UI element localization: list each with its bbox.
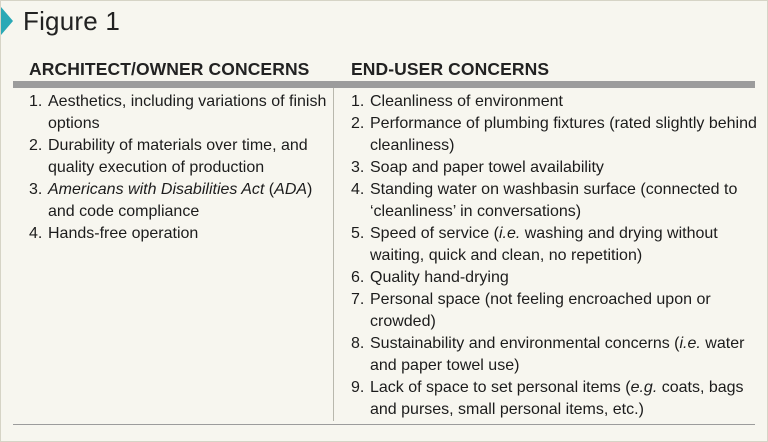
- item-text-italic: Americans with Disabilities Act: [48, 181, 265, 198]
- item-text: coats, bags and purses, small personal items, etc.): [370, 379, 744, 418]
- item-number: 3.: [29, 181, 43, 198]
- right-column-header: END-USER CONCERNS: [351, 59, 550, 79]
- item-text-italic: e.g.: [630, 379, 658, 396]
- item-text: Speed of service (: [370, 225, 499, 242]
- item-text: washing and drying without waiting, quick and clean, no repetition): [370, 225, 718, 264]
- item-text: Hands-free operation: [48, 225, 199, 242]
- list-item: [351, 289, 761, 333]
- column-divider: [333, 88, 334, 421]
- list-item: [351, 377, 761, 421]
- item-text: Cleanliness of environment: [370, 93, 563, 110]
- item-text: Lack of space to set personal items (: [370, 379, 631, 396]
- item-text-italic: i.e.: [679, 335, 701, 352]
- header-rule: [13, 81, 755, 88]
- item-number: 7.: [351, 291, 365, 308]
- list-item: [29, 91, 329, 135]
- item-text-italic: i.e.: [498, 225, 521, 242]
- list-item: [351, 113, 761, 157]
- item-text: Quality hand-drying: [370, 269, 509, 286]
- end-user-concerns-list: [351, 91, 761, 421]
- left-column-header: ARCHITECT/OWNER CONCERNS: [29, 59, 310, 79]
- item-text: Personal space (not feeling encroached upon or crowded): [370, 291, 711, 330]
- item-number: 2.: [351, 115, 365, 132]
- item-number: 4.: [351, 181, 365, 198]
- list-item: [351, 157, 761, 179]
- figure-marker-triangle: [1, 7, 13, 35]
- item-text: Soap and paper towel availability: [370, 159, 604, 176]
- item-number: 4.: [29, 225, 43, 242]
- list-item: [29, 135, 329, 179]
- list-item: [351, 333, 761, 377]
- list-item: [29, 223, 329, 245]
- item-text: Performance of plumbing fixtures (rated slightly behind cleanliness): [370, 115, 757, 154]
- item-text: Durability of materials over time, and quality execution of production: [48, 137, 308, 176]
- figure-title: Figure 1: [23, 6, 120, 36]
- list-item: [351, 223, 761, 267]
- bottom-rule: [13, 424, 755, 425]
- item-text: Standing water on washbasin surface (connected to ‘cleanliness’ in conversations): [370, 181, 738, 220]
- item-number: 3.: [351, 159, 365, 176]
- item-number: 5.: [351, 225, 365, 242]
- item-number: 2.: [29, 137, 43, 154]
- item-number: 9.: [351, 379, 365, 396]
- item-text-italic: ADA: [274, 181, 308, 198]
- item-text: ) and code compliance: [48, 181, 313, 220]
- list-item: [351, 91, 761, 113]
- item-text: Sustainability and environmental concerns (: [370, 335, 680, 352]
- item-number: 1.: [351, 93, 365, 110]
- item-text: (: [264, 181, 275, 198]
- list-item: [29, 179, 329, 223]
- item-number: 6.: [351, 269, 365, 286]
- list-item: [351, 179, 761, 223]
- item-text: water and paper towel use): [370, 335, 745, 374]
- item-number: 1.: [29, 93, 43, 110]
- item-text: Aesthetics, including variations of finish options: [48, 93, 327, 132]
- item-number: 8.: [351, 335, 365, 352]
- architect-owner-concerns-list: [29, 91, 329, 245]
- list-item: [351, 267, 761, 289]
